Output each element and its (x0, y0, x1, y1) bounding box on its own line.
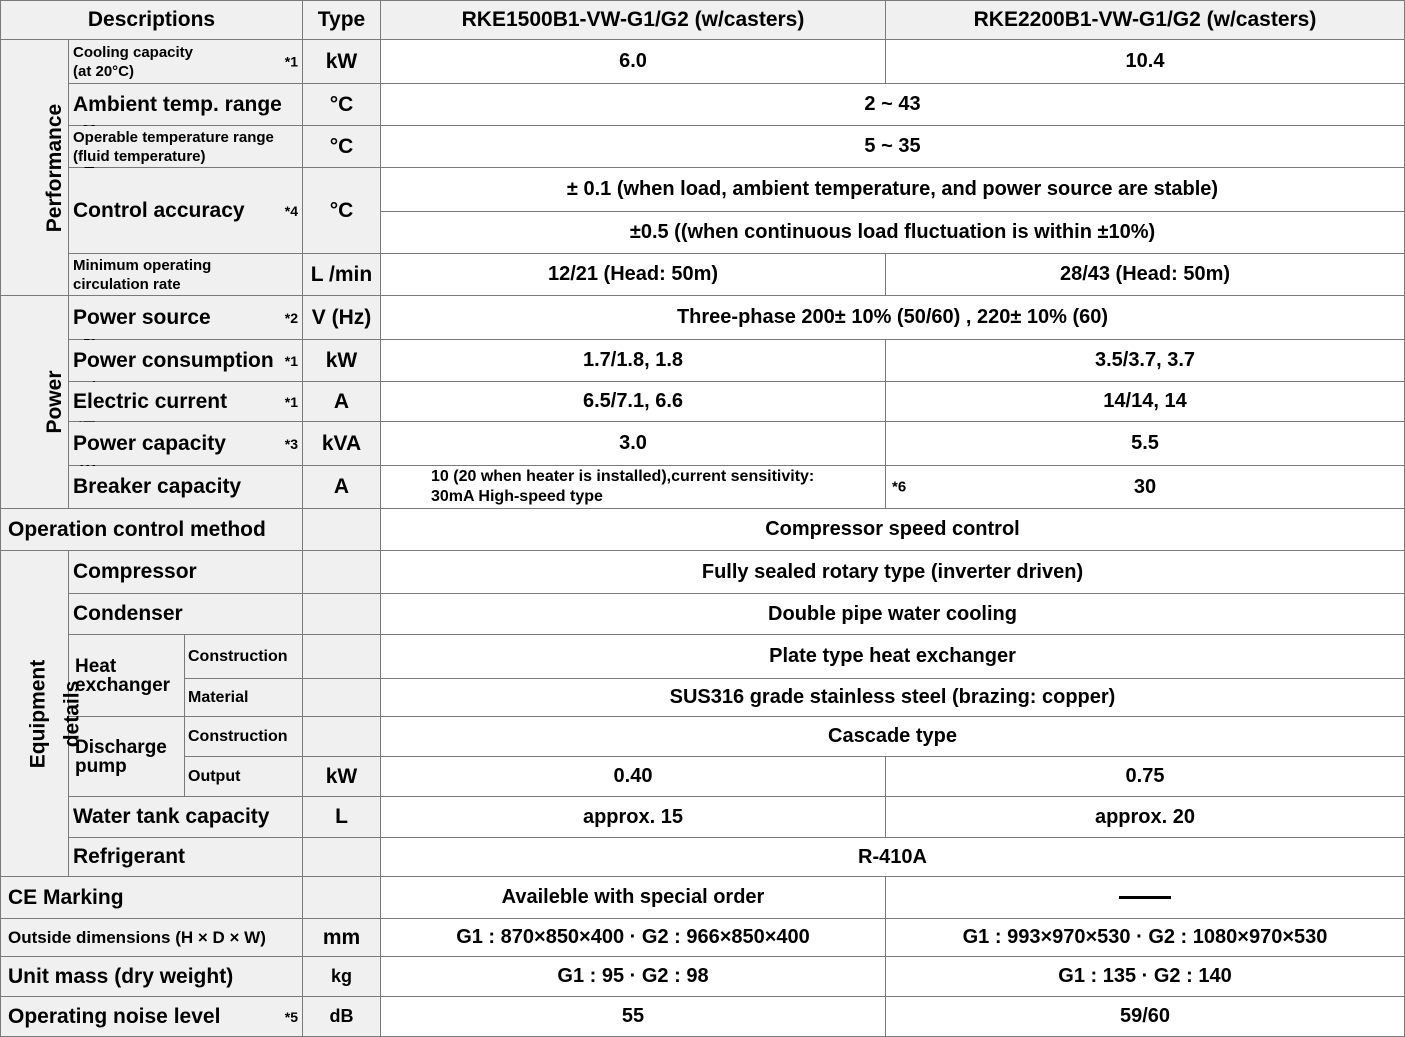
row-breaker (1, 466, 1405, 509)
value-ce-2 (886, 877, 1405, 919)
unit-breaker: A (303, 466, 381, 509)
unit-dimensions: mm (303, 919, 381, 957)
label-circulation: Minimum operating circulation rate (69, 254, 303, 296)
unit-ambient: °C (303, 84, 381, 126)
value-pump-output-2: 0.75 (886, 757, 1405, 797)
label-operation: Operation control method (1, 509, 303, 551)
value-power-capacity-2: 5.5 (886, 422, 1405, 466)
value-compressor: Fully sealed rotary type (inverter driven) (381, 551, 1405, 594)
value-electric-current-2: 14/14, 14 (886, 382, 1405, 422)
unit-ce (303, 877, 381, 919)
row-refrigerant (1, 838, 1405, 877)
value-power-capacity-1: 3.0 (381, 422, 886, 466)
group-power (1, 296, 69, 509)
unit-refrigerant (303, 838, 381, 877)
value-noise-2: 59/60 (886, 997, 1405, 1037)
label-power-source: Power source *2 (69, 296, 303, 340)
value-operation: Compressor speed control (381, 509, 1405, 551)
label-pump-construction: Construction (185, 717, 303, 757)
label-pump-output: Output (185, 757, 303, 797)
unit-accuracy: °C (303, 168, 381, 254)
unit-operation (303, 509, 381, 551)
label-breaker: Breaker capacity (69, 466, 303, 509)
value-dimensions-2: G1 : 993×970×530 · G2 : 1080×970×530 (886, 919, 1405, 957)
note-power-source: *2 (284, 309, 298, 326)
unit-power-source: V (Hz) (303, 296, 381, 340)
group-performance (1, 40, 69, 296)
unit-pump-output: kW (303, 757, 381, 797)
unit-tank: L (303, 797, 381, 838)
header-descriptions: Descriptions (1, 1, 303, 40)
label-ce: CE Marking (1, 877, 303, 919)
unit-circulation: L /min (303, 254, 381, 296)
header-model-2: RKE2200B1-VW-G1/G2 (w/casters) (886, 1, 1405, 40)
value-circulation-1: 12/21 (Head: 50m) (381, 254, 886, 296)
row-hx-material (1, 679, 1405, 717)
value-cooling-1: 6.0 (381, 40, 886, 84)
row-pump-output (1, 757, 1405, 797)
unit-cooling: kW (303, 40, 381, 84)
header-model-1: RKE1500B1-VW-G1/G2 (w/casters) (381, 1, 886, 40)
label-electric-current: Electric current *1 (69, 382, 303, 422)
note-power-capacity: *3 (284, 435, 298, 452)
note-breaker: *6 (892, 478, 907, 496)
value-mass-1: G1 : 95 · G2 : 98 (381, 957, 886, 997)
unit-compressor (303, 551, 381, 594)
value-ambient: 2 ~ 43 (381, 84, 1405, 126)
label-mass: Unit mass (dry weight) (1, 957, 303, 997)
row-condenser (1, 594, 1405, 635)
value-accuracy-1: ± 0.1 (when load, ambient temperature, and power source are stable) (381, 168, 1405, 212)
value-pump-construction: Cascade type (381, 717, 1405, 757)
unit-mass: kg (303, 957, 381, 997)
value-refrigerant: R-410A (381, 838, 1405, 877)
label-hx-material: Material (185, 679, 303, 717)
row-pump-construction (1, 717, 1405, 757)
label-hx-construction: Construction (185, 635, 303, 679)
label-power-consumption: Power consumption *1 (69, 340, 303, 382)
note-cooling: *1 (284, 53, 298, 69)
row-dimensions (1, 919, 1405, 957)
unit-power-consumption: kW (303, 340, 381, 382)
dash-line (1119, 896, 1171, 899)
value-tank-1: approx. 15 (381, 797, 886, 838)
group-equipment-label: Equipment details (26, 659, 84, 768)
label-refrigerant: Refrigerant (69, 838, 303, 877)
note-noise: *5 (284, 1008, 298, 1025)
unit-hx-material (303, 679, 381, 717)
value-condenser: Double pipe water cooling (381, 594, 1405, 635)
value-breaker-2: *6 30 (886, 466, 1405, 509)
unit-noise: dB (303, 997, 381, 1037)
unit-pump-construction (303, 717, 381, 757)
label-condenser: Condenser (69, 594, 303, 635)
row-accuracy-1 (1, 168, 1405, 212)
row-mass (1, 957, 1405, 997)
row-power-source (1, 296, 1405, 340)
value-noise-1: 55 (381, 997, 886, 1037)
label-accuracy: Control accuracy *4 (69, 168, 303, 254)
unit-hx-construction (303, 635, 381, 679)
value-pump-output-1: 0.40 (381, 757, 886, 797)
label-ambient: Ambient temp. range (69, 84, 303, 126)
note-electric-current: *1 (284, 393, 298, 410)
row-electric-current (1, 382, 1405, 422)
value-ce-1: Availeble with special order (381, 877, 886, 919)
row-noise (1, 997, 1405, 1037)
label-heat-exchanger: Heat exchanger (69, 635, 185, 717)
row-cooling-capacity (1, 40, 1405, 84)
label-power-capacity: Power capacity *3 (69, 422, 303, 466)
label-cooling-capacity: Cooling capacity (at 20°C) *1 (69, 40, 303, 84)
label-compressor: Compressor (69, 551, 303, 594)
value-accuracy-2: ±0.5 ((when continuous load fluctuation is within ±10%) (381, 212, 1405, 254)
row-ce (1, 877, 1405, 919)
row-power-capacity (1, 422, 1405, 466)
value-power-source: Three-phase 200± 10% (50/60) , 220± 10% (60) (381, 296, 1405, 340)
value-operable: 5 ~ 35 (381, 126, 1405, 168)
row-ambient (1, 84, 1405, 126)
row-operation (1, 509, 1405, 551)
group-performance-label: Performance (43, 103, 67, 232)
label-tank: Water tank capacity (69, 797, 303, 838)
header-type: Type (303, 1, 381, 40)
row-operable (1, 126, 1405, 168)
label-operable: Operable temperature range (fluid temperature) (69, 126, 303, 168)
unit-condenser (303, 594, 381, 635)
value-circulation-2: 28/43 (Head: 50m) (886, 254, 1405, 296)
value-hx-material: SUS316 grade stainless steel (brazing: copper) (381, 679, 1405, 717)
unit-operable: °C (303, 126, 381, 168)
row-tank (1, 797, 1405, 838)
header-row (1, 1, 1405, 40)
value-hx-construction: Plate type heat exchanger (381, 635, 1405, 679)
value-power-consumption-2: 3.5/3.7, 3.7 (886, 340, 1405, 382)
unit-power-capacity: kVA (303, 422, 381, 466)
note-power-consumption: *1 (284, 352, 298, 369)
unit-electric-current: A (303, 382, 381, 422)
row-power-consumption (1, 340, 1405, 382)
value-electric-current-1: 6.5/7.1, 6.6 (381, 382, 886, 422)
value-mass-2: G1 : 135 · G2 : 140 (886, 957, 1405, 997)
row-circulation (1, 254, 1405, 296)
label-noise: Operating noise level *5 (1, 997, 303, 1037)
value-power-consumption-1: 1.7/1.8, 1.8 (381, 340, 886, 382)
value-dimensions-1: G1 : 870×850×400 · G2 : 966×850×400 (381, 919, 886, 957)
value-cooling-2: 10.4 (886, 40, 1405, 84)
value-breaker-1: 10 (20 when heater is installed),current sensitivity: 30mA High-speed type (381, 466, 886, 509)
group-power-label: Power (43, 370, 67, 434)
label-pump: Discharge pump (69, 717, 185, 797)
row-compressor (1, 551, 1405, 594)
row-hx-construction (1, 635, 1405, 679)
label-dimensions: Outside dimensions (H × D × W) (1, 919, 303, 957)
note-accuracy: *4 (284, 202, 298, 219)
value-tank-2: approx. 20 (886, 797, 1405, 838)
group-equipment (1, 551, 84, 877)
